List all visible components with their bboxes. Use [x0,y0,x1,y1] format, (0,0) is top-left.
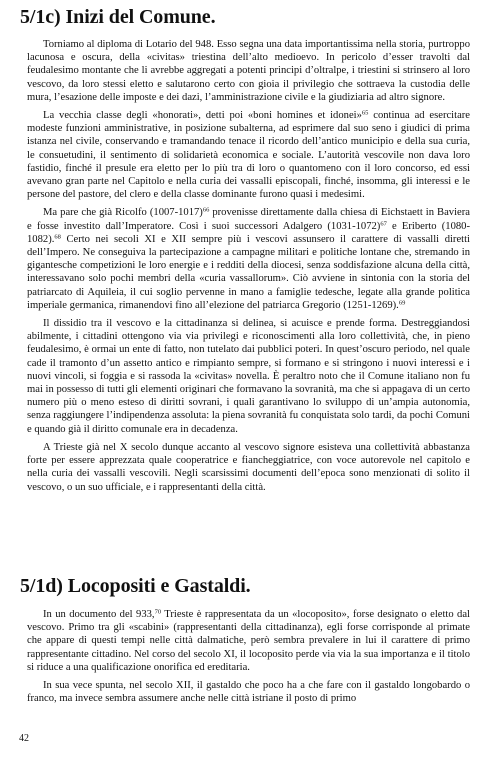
paragraph [27,206,470,312]
paragraph-text: Certo nei secoli XI e XII sempre più i vescovi assunsero il carattere di vassalli diretti dell’Impero. Ne conseguiva la partecipazione a campagne militari e politiche lontane che, stremando in gigantesche competizioni le loro energie e i redditi della diocesi, senza soddisfazione alcuna della città, interessavano solo pochi membri della «curia vassallorum». Ciò avviene in sintonia con la storia del patriarcato di Aquileia, il cui soglio pervenne in mano a famiglie tedesche, legate alla grande politica imperiale germanica, rimanendovi fino all’elezione del patriarca Gregorio (1251-1269). [27,233,470,311]
footnote-marker: 67 [380,220,387,228]
paragraph-text: Trieste è rappresentata da un «locoposito», forse designato o eletto dal vescovo. Primo tra gli «scabini» (rappresentanti della cittadinanza), egli forse corrisponde al primate che appare di questi tempi nelle città dalmatiche, però sembra prevalere in lui il carattere di primo rappresentante cittadino. Nel corso del secolo XI, il locoposito perde via via la sua importanza e il titolo si riduce a una qualificazione onorifica ed ereditaria. [27,609,470,673]
paragraph-text: A Trieste già nel X secolo dunque accanto al vescovo signore esisteva una collettività abbastanza forte per essere apprezzata quale cooperatrice e fiancheggiatrice, con voce autorevole nel capitolo e nella curia dei vassalli vescovili. Negli scarsissimi documenti dell’epoca sono menzionati di solito il vescovo, o un suo ufficiale, e i rappresentanti della città. [27,441,470,493]
section-heading-inizi-del-comune: 5/1c) Inizi del Comune. [20,6,216,28]
paragraph-text: Torniamo al diploma di Lotario del 948. Esso segna una data importantissima nella storia, purtroppo lacunosa e oscura, della «civitas» triestina dell’alto medioevo. In pericolo d’esser travolti dal feudalesimo montante che li avrebbe aggregati a potenti principi d’oltralpe, i triestini si strinsero al loro vescovo, da loro stessi eletto e salutarono certo con gioia il privilegio che sottraeva la custodia delle mura, l’esazione delle imposte e dei dazi, l’amministrazione civile e la giudiziaria ad altro signore. [27,39,470,103]
paragraph-text: In sua vece spunta, nel secolo XII, il gastaldo che poco ha a che fare con il gastaldo longobardo o franco, ma invece sembra assumere anche nelle città istriane il posto di primo [27,680,470,705]
footnote-marker: 65 [361,109,369,117]
paragraph [27,608,470,674]
paragraph [27,441,470,494]
paragraph [27,317,470,436]
section-body-locopositi-e-gastaldi [27,608,470,710]
footnote-marker: 69 [398,299,406,307]
page-number: 42 [19,733,29,744]
footnote-marker: 70 [154,608,162,616]
paragraph-text: e Eriberto (1080-1082). [27,220,470,245]
footnote-marker: 68 [54,233,61,241]
paragraph-text: Il dissidio tra il vescovo e la cittadinanza si delinea, si acuisce e prende forma. Destreggiandosi abilmente, i cittadini ottengono via via privilegi e riconoscimenti alla loro collettività, che, in pieno feudalesimo, è ormai un ente di fatto, non tutelato dai pubblici poteri. In quest’oscuro periodo, nel quale cade il tramonto d’un assetto antico e rimpianto sempre, si formano e si stringono i nuovi interessi e i nuovi vincoli, si foggia e si rassoda la «civitas» novella. È peraltro noto che il Comune italiano non fu mai in possesso di tutti gli elementi originari che formavano la sovranità, ma che si appagava di un certo numero più o meno esteso di diritti sovrani, i quali garantivano lo sviluppo di un’ampia autonomia, senza raggiungere l’indipendenza assoluta: la piena sovranità fu conquistata solo tardi, da pochi Comuni e quando già il diritto comunale era in decadenza. [27,318,470,435]
paragraph-text: continua ad esercitare modeste funzioni amministrative, in posizione subalterna, ad esprimere dal suo seno i giudici di prima istanza nel civile, conservando e tramandando tenace il ricordo dell’antico municipio e della sua curia, le consuetudini, il sentimento di solidarietà economica e sociale. L’autorità vescovile non dava loro fastidio, finché il presule era eletto per lo più tra di loro o quantomeno con il loro concorso, ed essi avevano gran parte nel Capitolo e nella curia dei vassalli episcopali, finché, insomma, gli interessi e le persone del pastore, del clero e della classe dominante furono quasi i medesimi. [27,110,471,201]
paragraph [27,109,470,201]
paragraph-text: provenisse direttamente dalla chiesa di Eichstaett in Baviera e fosse investito dall’Imperatore. Così i suoi successori Adalgero (1031-1072) [27,207,470,232]
paragraph-text: La vecchia classe degli «honorati», detti poi «boni homines et idonei» [43,110,362,122]
paragraph [27,38,470,104]
footnote-marker: 66 [202,206,210,214]
section-body-inizi-del-comune [27,38,470,499]
section-heading-locopositi-e-gastaldi: 5/1d) Locopositi e Gastaldi. [20,575,251,597]
paragraph [27,679,470,705]
paragraph-text: In un documento del 933, [43,609,155,620]
paragraph-text: Ma pare che già Ricolfo (1007-1017) [43,207,203,219]
